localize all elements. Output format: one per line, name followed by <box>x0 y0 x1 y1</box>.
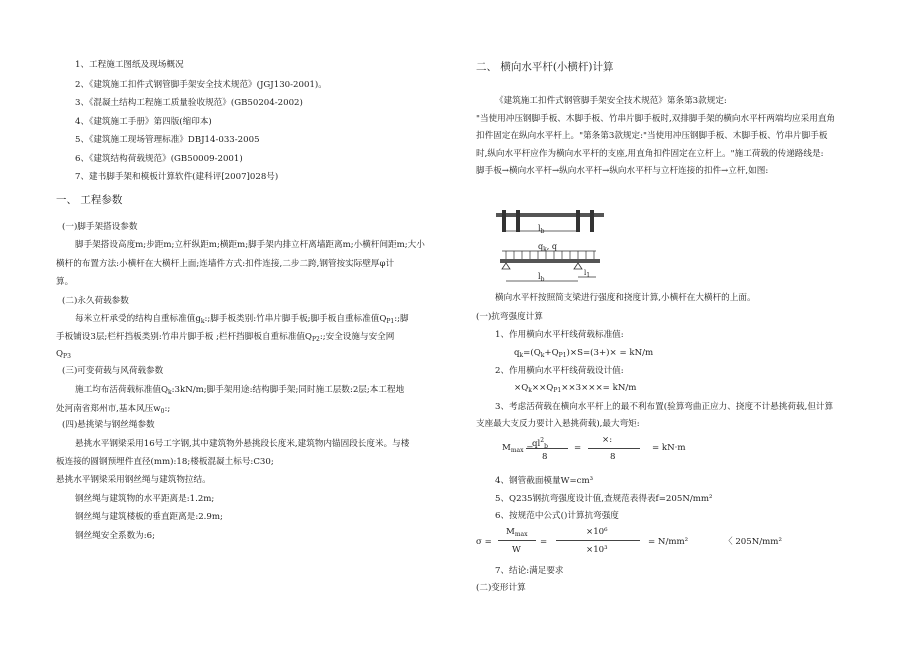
formula-mmax-den: 8 <box>542 452 548 462</box>
ref-7: 7、建书脚手架和模板计算软件(建科评[2007]028号) <box>75 172 279 182</box>
step-2: 2、作用横向水平杆线荷载设计值: <box>495 366 624 376</box>
equals-sign: = <box>574 443 582 453</box>
s1-line: 算。 <box>56 277 74 287</box>
para-line: 扣件固定在纵向水平杆上。"第条第3款规定:"当使用冲压钢脚手板、木脚手板、竹串片脚手板 <box>476 131 828 141</box>
formula-mmax-label: $M_{max}$ = <box>502 443 534 454</box>
step-1: 1、作用横向水平杆线荷载标准值: <box>495 330 624 340</box>
s4-line: 悬挑水平钢梁采用16号工字钢,其中建筑物外悬挑段长度米,建筑物内锚固段长度米。与楼 <box>75 439 410 449</box>
s4-line: 板连接的圆钢预埋件直径(mm):18;楼板混凝土标号:C30; <box>56 457 274 467</box>
ref-6: 6、《建筑结构荷载规范》(GB50009-2001) <box>75 154 243 164</box>
s2-line: 每米立杆承受的结构自重标准值$g_k$:;脚手板类别:竹串片脚手板;脚手板自重标准值$Q_{P1}$:;脚 <box>75 314 409 325</box>
s4-line: 钢丝绳与建筑物的水平距离是:1.2m; <box>75 494 215 504</box>
ref-1: 1、工程施工图纸及现场概况 <box>75 60 184 70</box>
s1-title: (一)脚手架搭设参数 <box>62 222 138 232</box>
ref-4: 4、《建筑施工手册》第四版(缩印本) <box>75 117 212 127</box>
subsection-bending: (一)抗弯强度计算 <box>476 312 543 322</box>
para-line: 《建筑施工扣件式钢管脚手架安全技术规范》第条第3款规定: <box>495 96 727 106</box>
step-4: 4、钢管截面模量W=cm³ <box>495 476 594 486</box>
formula-sigma-num2: ×10⁶ <box>586 527 608 537</box>
formula-sigma-unit: = N/mm² <box>648 537 689 547</box>
formula-sigma-num: $M_{max}$ <box>506 527 528 538</box>
step-3-cont: 支座最大支反力要计入悬挑荷载),最大弯矩: <box>476 419 640 429</box>
s2-title: (二)永久荷载参数 <box>62 296 129 306</box>
s2-line: 手板铺设3层;栏杆挡板类别:竹串片脚手板 ;栏杆挡脚板自重标准值$Q_{P2}$:;安全设施与安全网 <box>56 332 395 343</box>
load-path-figure <box>492 207 608 291</box>
formula-sigma-den: W <box>512 545 521 555</box>
para-line: 脚手板→横向水平杆→纵向水平杆→纵向水平杆与立杆连接的扣件→立杆,如图: <box>476 166 769 176</box>
step-7: 7、结论:满足要求 <box>495 566 564 576</box>
s2-line: $Q_{P3}$ <box>56 349 71 360</box>
formula-mmax-den2: 8 <box>610 452 616 462</box>
fraction-bar <box>526 448 568 449</box>
fig-label-lb: $l_b$ <box>538 224 545 235</box>
s4-line: 钢丝绳与建筑楼板的垂直距离是:2.9m; <box>75 512 223 522</box>
ref-3: 3、《混凝土结构工程施工质量验收规范》(GB50204-2002) <box>75 98 303 108</box>
formula-q-design: $\times Q_k\times\times Q_{P1}\times\times 3\times\times\times= kN/m$ <box>514 383 637 394</box>
formula-sigma-den2: ×10³ <box>586 545 608 555</box>
step-3: 3、考虑活荷载在横向水平杆上的最不利布置(验算弯曲正应力、挠度不计悬挑荷载,但计算 <box>495 402 834 412</box>
step-5: 5、Q235钢抗弯强度设计值,查规范表得表f=205N/mm² <box>495 494 713 504</box>
para-line: 时,纵向水平杆应作为横向水平杆的支座,用直角扣件固定在立杆上。"施工荷载的传递路线是: <box>476 149 824 159</box>
step-6: 6、按规范中公式()计算抗弯强度 <box>495 511 619 521</box>
formula-mmax-num2: ×: <box>602 435 613 445</box>
fraction-bar <box>588 448 640 449</box>
formula-sigma-label: σ = <box>476 537 492 547</box>
s3-title: (三)可变荷载与风荷载参数 <box>62 366 164 376</box>
s4-line: 钢丝绳安全系数为:6; <box>75 531 156 541</box>
fig-caption: 横向水平杆按照简支梁进行强度和挠度计算,小横杆在大横杆的上面。 <box>495 293 756 303</box>
section-title-params: 一、 工程参数 <box>56 194 123 206</box>
ref-2: 2、《建筑施工扣件式钢管脚手架安全技术规范》(JGJ130-2001)。 <box>75 80 327 90</box>
formula-mmax-num: $ql^2_b$ <box>532 437 548 450</box>
s3-line: 处河南省郑州市,基本风压$w_0$:; <box>56 404 171 415</box>
formula-sigma-compare: 〈 205N/mm² <box>724 537 782 547</box>
s1-line: 脚手架搭设高度m;步距m;立杆纵距m;横距m;脚手架内排立杆离墙距离m;小横杆间距m;大小 <box>75 240 425 250</box>
s1-line: 横杆的布置方法:小横杆在大横杆上面;连墙件方式:扣件连接,二步二跨,钢管按实际壁厚φ计 <box>56 259 395 269</box>
subsection-deformation: (二)变形计算 <box>476 583 526 593</box>
fig-label-lb-lower: $l_b$ <box>538 272 545 283</box>
fraction-bar <box>556 540 640 541</box>
para-line: "当使用冲压钢脚手板、木脚手板、竹串片脚手板时,双排脚手架的横向水平杆两端均应采用直角 <box>476 114 836 124</box>
formula-q-standard: $q_k=(Q_k+Q_{P1})\times S=(3+)\times = kN/m$ <box>514 348 654 359</box>
section-title-crossbar: 二、 横向水平杆(小横杆)计算 <box>476 61 614 73</box>
fraction-bar <box>498 540 536 541</box>
formula-mmax-unit: = kN·m <box>652 443 686 453</box>
equals-sign: = <box>540 537 548 547</box>
fig-label-l1: l1 <box>584 269 591 279</box>
ref-5: 5、《建筑施工现场管理标准》DBJ14-033-2005 <box>75 135 260 145</box>
s4-title: (四)悬挑梁与钢丝绳参数 <box>62 420 155 430</box>
s3-line: 施工均布活荷载标准值$Q_k:3kN/m$;脚手架用途:结构脚手架;同时施工层数:2层;本工程地 <box>75 385 405 396</box>
fig-label-qk: $q_k$, q <box>538 242 557 253</box>
s4-line: 悬挑水平钢梁采用钢丝绳与建筑物拉结。 <box>56 475 211 485</box>
